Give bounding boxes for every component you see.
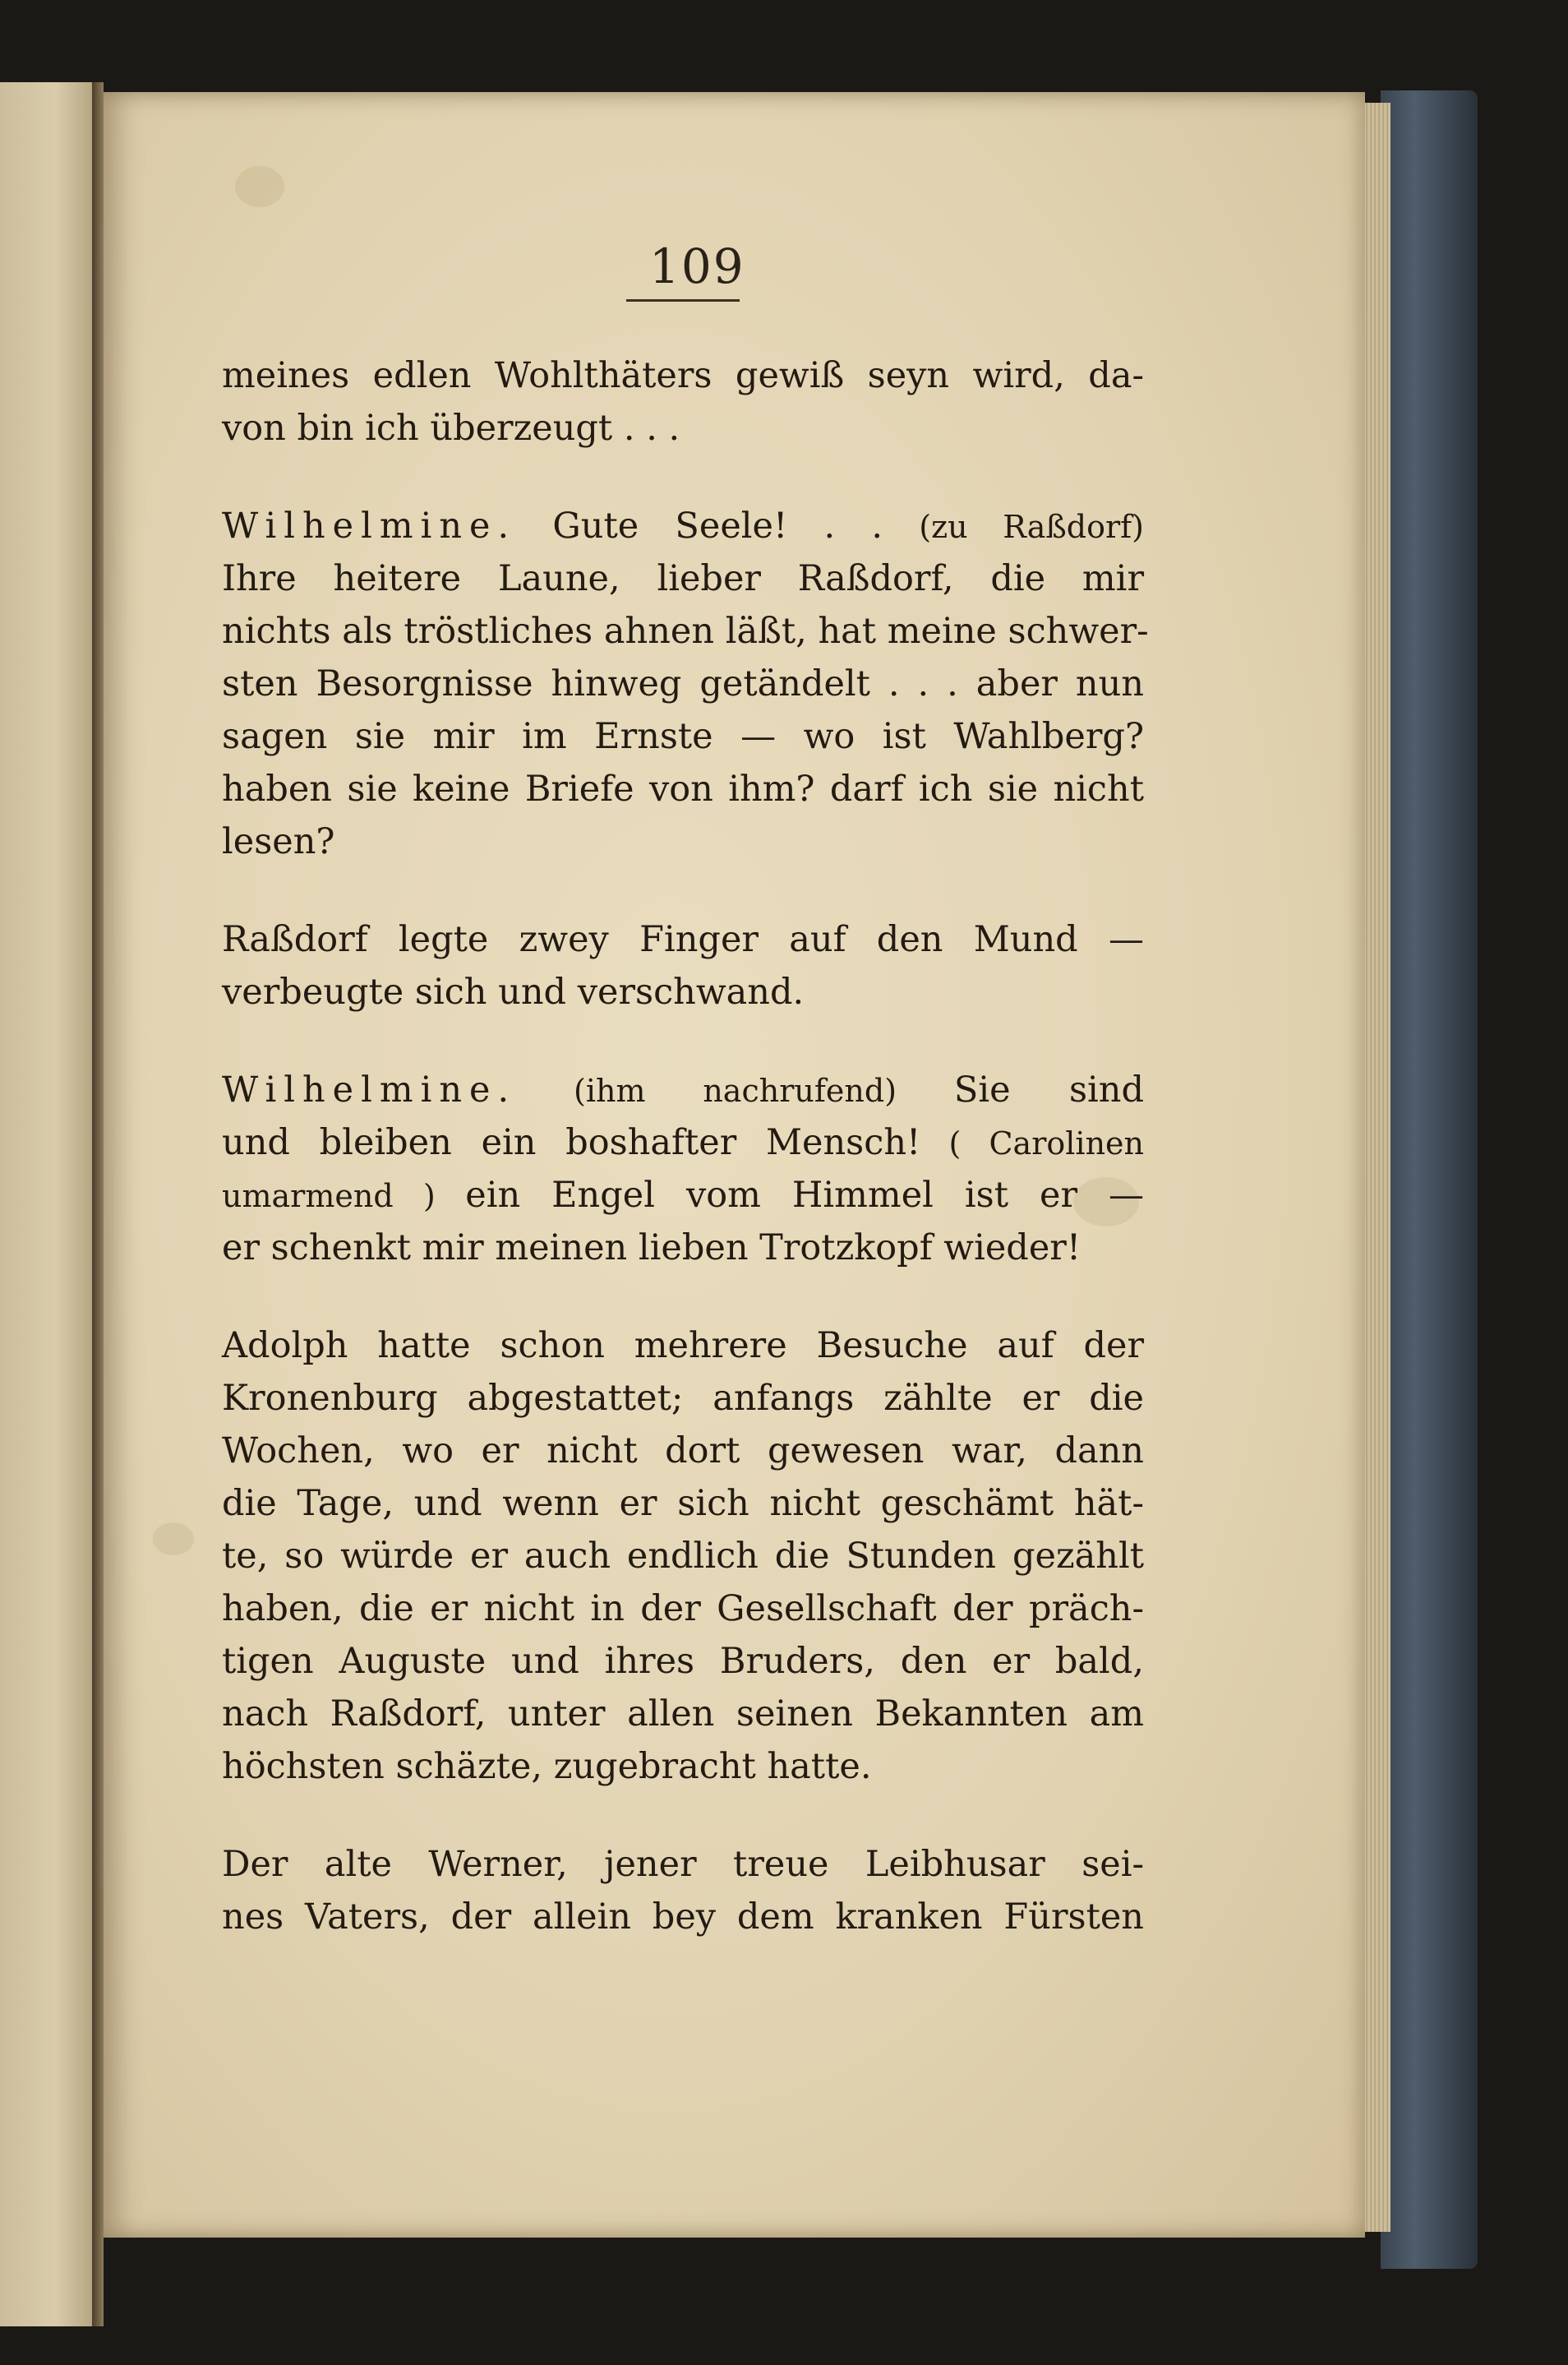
text-line: [222, 1477, 1144, 1530]
speaker-name: Wilhelmine.: [222, 506, 517, 547]
text-line: [222, 815, 1144, 868]
text-line: [222, 500, 1144, 552]
text-line: [222, 1891, 1144, 1943]
line-text: ein Engel vom Himmel ist er —: [465, 1175, 1144, 1216]
text-line: [222, 1530, 1144, 1582]
book-gutter: [92, 82, 104, 2326]
speaker-name: Wilhelmine.: [222, 1069, 517, 1111]
text-line: [222, 658, 1144, 710]
text-line: [222, 1169, 1144, 1222]
line-text: te, so würde er auch endlich die Stunden gezählt: [222, 1536, 1144, 1577]
paragraph-gap: [222, 1019, 1144, 1064]
line-text: sten Besorgnisse hinweg getändelt . . . aber nun: [222, 663, 1144, 704]
line-text: Ihre heitere Laune, lieber Raßdorf, die mir: [222, 558, 1144, 599]
text-line: [222, 1740, 1144, 1793]
line-text: haben sie keine Briefe von ihm? darf ich sie nicht: [222, 769, 1144, 810]
stage-direction: (ihm nachrufend): [516, 1073, 954, 1109]
paragraph-gap: [222, 868, 1144, 913]
body-text: [222, 349, 1149, 1943]
page-number: 109: [649, 238, 745, 294]
line-text: die Tage, und wenn er sich nicht geschämt hät-: [222, 1483, 1144, 1524]
page-number-rule: [626, 299, 740, 302]
text-line: [222, 1582, 1144, 1635]
line-text: nach Raßdorf, unter allen seinen Bekannten am: [222, 1693, 1144, 1734]
text-line: [222, 763, 1144, 815]
line-text: haben, die er nicht in der Gesellschaft der präch-: [222, 1588, 1144, 1629]
paragraph-gap: [222, 1274, 1144, 1319]
stage-direction: ( Carolinen: [920, 1125, 1144, 1162]
text-line: [222, 1838, 1144, 1891]
text-line: [222, 1425, 1144, 1477]
page-stain: [153, 1522, 194, 1555]
text-line: [222, 710, 1144, 763]
facing-page-edge: [0, 82, 95, 2326]
book-cover-board: [1381, 90, 1478, 2269]
text-line: [222, 913, 1144, 966]
text-line: [222, 349, 1144, 402]
paragraph-gap: [222, 455, 1144, 500]
stage-direction: umarmend ): [222, 1178, 466, 1214]
line-text: sagen sie mir im Ernste — wo ist Wahlberg?: [222, 716, 1144, 757]
text-line: [222, 552, 1144, 605]
line-text: meines edlen Wohlthäters gewiß seyn wird, da-: [222, 355, 1144, 396]
line-text: lesen?: [222, 821, 335, 862]
line-text: Kronenburg abgestattet; anfangs zählte er die: [222, 1378, 1144, 1419]
line-text: er schenkt mir meinen lieben Trotzkopf wieder!: [222, 1227, 1081, 1268]
text-line: [222, 1116, 1144, 1169]
page-stain: [235, 166, 284, 207]
text-line: [222, 1064, 1144, 1116]
paragraph-gap: [222, 1793, 1144, 1838]
line-text: Sie sind: [953, 1069, 1144, 1111]
line-text: höchsten schäzte, zugebracht hatte.: [222, 1746, 872, 1787]
text-line: [222, 1688, 1144, 1740]
text-line: [222, 605, 1149, 658]
text-line: [222, 402, 1144, 455]
stage-direction: (zu Raßdorf): [919, 509, 1145, 545]
text-line: [222, 966, 1144, 1019]
line-text: Raßdorf legte zwey Finger auf den Mund —: [222, 919, 1144, 960]
text-line: [222, 1372, 1144, 1425]
text-line: [222, 1319, 1144, 1372]
line-text: Der alte Werner, jener treue Leibhusar sei-: [222, 1844, 1144, 1885]
line-text: verbeugte sich und verschwand.: [222, 972, 805, 1013]
line-text: Gute Seele! . .: [516, 506, 920, 547]
line-text: von bin ich überzeugt . . .: [222, 408, 680, 449]
line-text: tigen Auguste und ihres Bruders, den er bald,: [222, 1641, 1144, 1682]
line-text: Adolph hatte schon mehrere Besuche auf der: [222, 1325, 1144, 1366]
line-text: nichts als tröstliches ahnen läßt, hat meine schwer-: [222, 611, 1149, 652]
text-line: [222, 1635, 1144, 1688]
line-text: und bleiben ein boshafter Mensch!: [222, 1122, 921, 1163]
line-text: Wochen, wo er nicht dort gewesen war, dann: [222, 1430, 1144, 1471]
text-line: [222, 1222, 1144, 1274]
line-text: nes Vaters, der allein bey dem kranken Fürsten: [222, 1896, 1144, 1938]
